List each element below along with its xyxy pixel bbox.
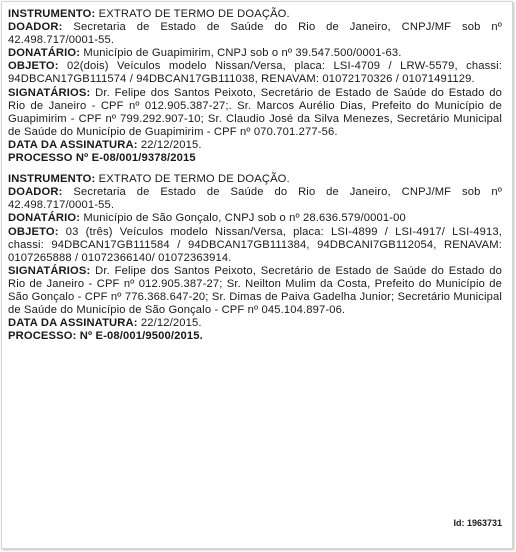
processo-row	[8, 330, 502, 343]
instrumento-value: EXTRATO DE TERMO DE DOAÇÃO.	[95, 173, 290, 186]
signatarios-value: Dr. Felipe dos Santos Peixoto, Secretário de Estado de Saúde do Estado do Rio de Janeiro - CPF nº 012.905.387-27; Sr. Neilton Mulim da Costa, Prefeito do Município de São Gonçalo - CPF nº 776.368.647-20; Sr. Dimas de Paiva Gadelha Junior; Secretário Municipal de Saúde do Município de São Gonçalo - CPF nº 045.104.897-06.	[8, 264, 502, 317]
document-body	[8, 8, 502, 343]
doador-label: DOADOR:	[8, 186, 63, 199]
donatario-label: DONATÁRIO:	[8, 47, 81, 60]
signatarios-value: Dr. Felipe dos Santos Peixoto, Secretário de Estado de Saúde do Estado do Rio de Janeiro - CPF nº 012.905.387-27;. Sr. Marcos Aurélio Dias, Prefeito do Município de Guapimirim - CPF nº 799.292.907-10; Sr. Claudio José da Silva Menezes, Secretário Municipal de Saúde do Município de Guapimirim - CPF nº 070.701.277-56.	[8, 86, 502, 138]
processo-value: E-08/001/9378/2015	[88, 152, 196, 165]
document-id: Id: 1963731	[453, 518, 502, 528]
doador-value: Secretaria de Estado de Saúde do Rio de Janeiro, CNPJ/MF sob nº 42.498.717/0001-55.	[8, 186, 502, 212]
instrumento-value: EXTRATO DE TERMO DE DOAÇÃO.	[95, 8, 290, 20]
data-assinatura-value: 22/12/2015.	[137, 138, 202, 151]
doador-label: DOADOR:	[8, 21, 63, 34]
donatario-row	[8, 212, 502, 225]
donatario-value: Município de Guapimirim, CNPJ sob o nº 39.547.500/0001-63.	[80, 47, 402, 60]
instrumento-row	[8, 8, 502, 21]
signatarios-row	[8, 87, 502, 139]
data-assinatura-row	[8, 139, 502, 152]
objeto-row	[8, 226, 502, 265]
doador-row	[8, 21, 502, 47]
donatario-row	[8, 47, 502, 60]
objeto-label: OBJETO:	[8, 60, 59, 73]
donatario-value: Município de São Gonçalo, CNPJ sob o nº 28.636.579/0001-00	[80, 212, 406, 225]
donatario-label: DONATÁRIO:	[8, 212, 81, 225]
data-assinatura-label: DATA DA ASSINATURA:	[8, 317, 138, 330]
processo-row	[8, 152, 502, 165]
signatarios-label: SIGNATÁRIOS:	[8, 264, 91, 277]
instrumento-label: INSTRUMENTO:	[8, 8, 96, 20]
signatarios-row	[8, 265, 502, 317]
objeto-row	[8, 60, 502, 86]
data-assinatura-label: DATA DA ASSINATURA:	[8, 138, 138, 151]
data-assinatura-value: 22/12/2015.	[137, 317, 202, 330]
signatarios-label: SIGNATÁRIOS:	[8, 86, 91, 99]
objeto-label: OBJETO:	[8, 225, 59, 238]
extract-2	[8, 173, 502, 343]
objeto-value: 02(dois) Veículos modelo Nissan/Versa, placa: LSI-4709 / LRW-5579, chassi: 94DBCAN17GB111574 / 94DBCAN17GB111038, RENAVAM: 01072170326 / 01071491129.	[8, 60, 502, 86]
extract-1	[8, 8, 502, 165]
processo-value: Nº E-08/001/9500/2015.	[76, 330, 203, 343]
data-assinatura-row	[8, 317, 502, 330]
instrumento-label: INSTRUMENTO:	[8, 173, 96, 186]
doador-value: Secretaria de Estado de Saúde do Rio de Janeiro, CNPJ/MF sob nº 42.498.717/0001-55.	[8, 21, 502, 47]
processo-label: PROCESSO Nº	[8, 152, 89, 165]
processo-label: PROCESSO:	[8, 330, 77, 343]
doador-row	[8, 186, 502, 212]
instrumento-row	[8, 173, 502, 186]
objeto-value: 03 (três) Veículos modelo Nissan/Versa, placa: LSI-4899 / LSI-4917/ LSI-4913, chassi: 94DBCAN17GB111584 / 94DBCAN17GB111384, 94DBCANI7GB112054, RENAVAM: 0107265888 / 01072366140/ 01072363914.	[8, 225, 502, 264]
